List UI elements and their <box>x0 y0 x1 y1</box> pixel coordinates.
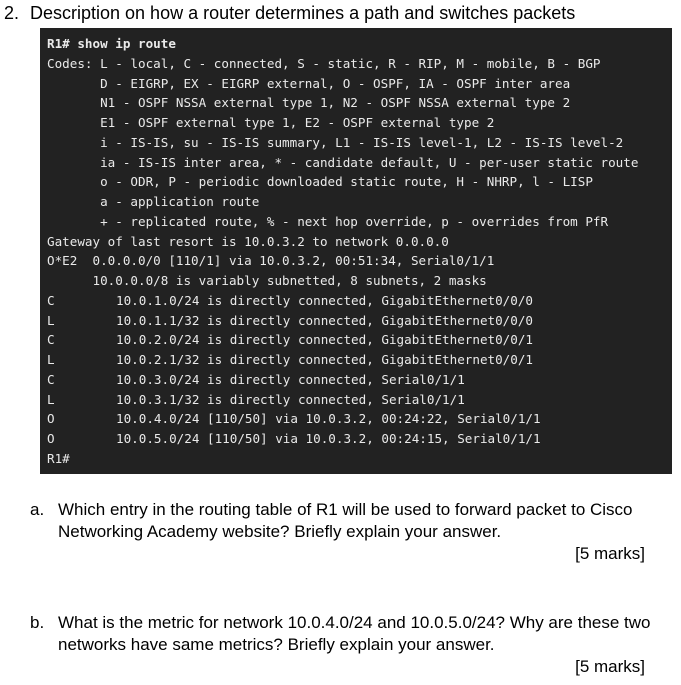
route-desc: 10.0.1.1/32 is directly connected, GigabitEthernet0/0/0 <box>116 312 534 328</box>
question-text: Which entry in the routing table of R1 will be used to forward packet to Cisco Networking Academy website? Briefly explain your answer. <box>58 500 633 541</box>
marks-label: [5 marks] <box>575 657 645 676</box>
route-desc: 10.0.4.0/24 [110/50] via 10.0.3.2, 00:24:22, Serial0/1/1 <box>116 411 541 427</box>
question-letter: b. <box>30 613 45 632</box>
route-entry <box>47 291 672 311</box>
question-title: Description on how a router determines a path and switches packets <box>30 3 576 23</box>
question-heading <box>4 3 575 24</box>
command-prompt: R1# <box>47 36 70 51</box>
codes-line: a - application route <box>47 194 260 209</box>
route-desc: 10.0.1.0/24 is directly connected, GigabitEthernet0/0/0 <box>116 292 534 308</box>
route-entry <box>47 409 672 429</box>
route-entry <box>47 330 672 350</box>
route-code: O <box>47 411 55 427</box>
route-desc: 10.0.2.1/32 is directly connected, GigabitEthernet0/0/1 <box>116 352 534 367</box>
route-code: C <box>47 292 55 308</box>
codes-line: ia - IS-IS inter area, * - candidate default, U - per-user static route <box>47 154 639 170</box>
gateway-line: Gateway of last resort is 10.0.3.2 to network 0.0.0.0 <box>47 233 449 249</box>
route-code: L <box>47 391 55 407</box>
end-prompt: R1# <box>47 450 70 466</box>
codes-line: E1 - OSPF external type 1, E2 - OSPF external type 2 <box>47 115 495 130</box>
route-code: O <box>47 431 55 446</box>
route-desc: 10.0.3.1/32 is directly connected, Serial0/1/1 <box>116 391 465 407</box>
command-text: show ip route <box>77 36 176 51</box>
command-line <box>47 34 672 54</box>
route-desc: 10.0.3.0/24 is directly connected, Serial0/1/1 <box>116 371 465 387</box>
subnet-summary-line: 10.0.0.0/8 is variably subnetted, 8 subnets, 2 masks <box>47 273 487 288</box>
route-entry <box>47 429 672 449</box>
route-entry <box>47 370 672 390</box>
codes-line: i - IS-IS, su - IS-IS summary, L1 - IS-IS level-1, L2 - IS-IS level-2 <box>47 134 624 150</box>
question-letter: a. <box>30 500 45 519</box>
marks-label: [5 marks] <box>575 544 645 563</box>
codes-line: D - EIGRP, EX - EIGRP external, O - OSPF, IA - OSPF inter area <box>47 75 571 91</box>
route-desc: 10.0.5.0/24 [110/50] via 10.0.3.2, 00:24:15, Serial0/1/1 <box>116 431 541 446</box>
route-entry <box>47 390 672 410</box>
question-number: 2. <box>4 3 20 23</box>
default-route-line: O*E2 0.0.0.0/0 [110/1] via 10.0.3.2, 00:51:34, Serial0/1/1 <box>47 253 495 269</box>
route-code: L <box>47 352 55 367</box>
terminal-output <box>40 28 672 474</box>
route-entry <box>47 350 672 370</box>
question-text: What is the metric for network 10.0.4.0/24 and 10.0.5.0/24? Why are these two networks have same metrics? Briefly explain your answer. <box>58 613 651 654</box>
route-code: C <box>47 371 55 387</box>
route-desc: 10.0.2.0/24 is directly connected, GigabitEthernet0/0/1 <box>116 332 534 348</box>
codes-line: N1 - OSPF NSSA external type 1, N2 - OSPF NSSA external type 2 <box>47 95 571 111</box>
codes-line: + - replicated route, % - next hop override, p - overrides from PfR <box>47 213 609 229</box>
route-code: C <box>47 332 55 348</box>
codes-line: Codes: L - local, C - connected, S - static, R - RIP, M - mobile, B - BGP <box>47 55 601 71</box>
route-code: L <box>47 312 55 328</box>
codes-line: o - ODR, P - periodic downloaded static route, H - NHRP, l - LISP <box>47 174 593 190</box>
route-entry <box>47 311 672 331</box>
